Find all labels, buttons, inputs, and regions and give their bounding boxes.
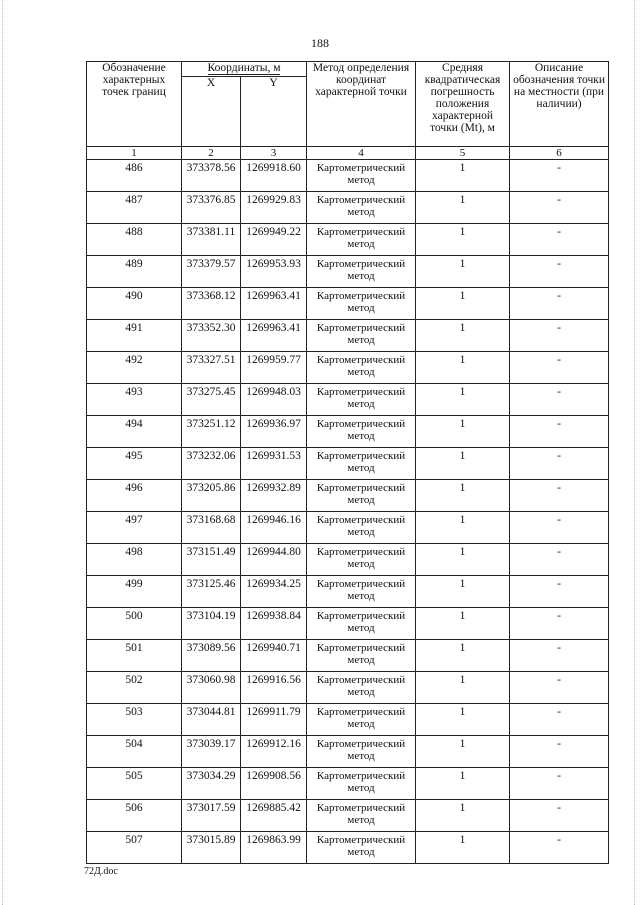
method-cell	[307, 512, 416, 544]
method-cell	[307, 224, 416, 256]
description-cell: -	[510, 832, 609, 864]
page-number: 188	[311, 36, 329, 50]
error-cell: 1	[416, 448, 510, 480]
error-cell: 1	[416, 640, 510, 672]
scan-edge-right	[634, 0, 635, 905]
y-coordinate-cell: 1269963.41	[241, 288, 307, 320]
point-cell: 490	[87, 288, 182, 320]
error-cell: 1	[416, 416, 510, 448]
method-cell	[307, 672, 416, 704]
table-row	[87, 320, 609, 352]
point-cell: 498	[87, 544, 182, 576]
error-cell: 1	[416, 384, 510, 416]
description-cell: -	[510, 192, 609, 224]
point-cell: 493	[87, 384, 182, 416]
header-description: Описание обозначения точки на местности (при наличии)	[510, 62, 609, 147]
method-cell	[307, 576, 416, 608]
description-cell: -	[510, 448, 609, 480]
x-coordinate-cell: 373368.12	[182, 288, 241, 320]
method-line-1: Картометрический	[316, 258, 406, 270]
header-row	[87, 62, 609, 77]
x-coordinate-cell: 373017.59	[182, 800, 241, 832]
error-cell: 1	[416, 608, 510, 640]
x-coordinate-cell: 373232.06	[182, 448, 241, 480]
y-coordinate-cell: 1269944.80	[241, 544, 307, 576]
column-number: 5	[416, 147, 510, 160]
scan-edge-left	[2, 0, 3, 905]
description-cell: -	[510, 480, 609, 512]
method-cell	[307, 320, 416, 352]
method-line-2: метод	[347, 270, 375, 282]
method-line-2: метод	[347, 302, 375, 314]
error-cell: 1	[416, 704, 510, 736]
method-line-2: метод	[347, 558, 375, 570]
description-cell: -	[510, 736, 609, 768]
point-cell: 502	[87, 672, 182, 704]
x-coordinate-cell: 373205.86	[182, 480, 241, 512]
method-line-1: Картометрический	[316, 738, 406, 750]
point-cell: 497	[87, 512, 182, 544]
method-line-2: метод	[347, 494, 375, 506]
table-row	[87, 256, 609, 288]
description-cell: -	[510, 544, 609, 576]
x-coordinate-cell: 373168.68	[182, 512, 241, 544]
x-coordinate-cell: 373275.45	[182, 384, 241, 416]
description-cell: -	[510, 256, 609, 288]
method-cell	[307, 160, 416, 192]
method-cell	[307, 416, 416, 448]
table-row	[87, 800, 609, 832]
y-coordinate-cell: 1269959.77	[241, 352, 307, 384]
table-body	[87, 160, 609, 864]
y-coordinate-cell: 1269936.97	[241, 416, 307, 448]
method-cell	[307, 480, 416, 512]
header-method: Метод определения координат характерной точки	[307, 62, 416, 147]
error-cell: 1	[416, 672, 510, 704]
point-cell: 491	[87, 320, 182, 352]
method-cell	[307, 288, 416, 320]
y-coordinate-cell: 1269963.41	[241, 320, 307, 352]
y-coordinate-cell: 1269885.42	[241, 800, 307, 832]
error-cell: 1	[416, 320, 510, 352]
method-cell	[307, 832, 416, 864]
table-row	[87, 416, 609, 448]
file-name-footer: 72Д.doc	[84, 866, 118, 877]
method-line-1: Картометрический	[316, 514, 406, 526]
error-cell: 1	[416, 160, 510, 192]
table-row	[87, 448, 609, 480]
method-cell	[307, 608, 416, 640]
table-row	[87, 704, 609, 736]
method-line-1: Картометрический	[316, 450, 406, 462]
x-coordinate-cell: 373125.46	[182, 576, 241, 608]
method-line-2: метод	[347, 334, 375, 346]
method-cell	[307, 544, 416, 576]
method-line-1: Картометрический	[316, 706, 406, 718]
x-coordinate-cell: 373044.81	[182, 704, 241, 736]
y-coordinate-cell: 1269911.79	[241, 704, 307, 736]
method-cell	[307, 448, 416, 480]
description-cell: -	[510, 672, 609, 704]
method-line-2: метод	[347, 718, 375, 730]
y-coordinate-cell: 1269948.03	[241, 384, 307, 416]
table-row	[87, 352, 609, 384]
y-coordinate-cell: 1269929.83	[241, 192, 307, 224]
header-coordinates	[182, 62, 307, 77]
method-line-2: метод	[347, 238, 375, 250]
table-row	[87, 160, 609, 192]
point-cell: 486	[87, 160, 182, 192]
x-coordinate-cell: 373381.11	[182, 224, 241, 256]
x-coordinate-cell: 373034.29	[182, 768, 241, 800]
table-row	[87, 576, 609, 608]
x-coordinate-cell: 373352.30	[182, 320, 241, 352]
method-line-1: Картометрический	[316, 642, 406, 654]
error-cell: 1	[416, 352, 510, 384]
point-cell: 492	[87, 352, 182, 384]
x-coordinate-cell: 373251.12	[182, 416, 241, 448]
point-cell: 504	[87, 736, 182, 768]
description-cell: -	[510, 288, 609, 320]
point-cell: 494	[87, 416, 182, 448]
method-line-2: метод	[347, 750, 375, 762]
method-line-1: Картометрический	[316, 546, 406, 558]
error-cell: 1	[416, 288, 510, 320]
method-line-1: Картометрический	[316, 354, 406, 366]
description-cell: -	[510, 800, 609, 832]
table-row	[87, 736, 609, 768]
table-row	[87, 384, 609, 416]
table-row	[87, 512, 609, 544]
column-number: 3	[241, 147, 307, 160]
error-cell: 1	[416, 256, 510, 288]
x-coordinate-cell: 373104.19	[182, 608, 241, 640]
point-cell: 489	[87, 256, 182, 288]
method-line-2: метод	[347, 174, 375, 186]
x-coordinate-cell: 373376.85	[182, 192, 241, 224]
error-cell: 1	[416, 800, 510, 832]
table-row	[87, 608, 609, 640]
method-cell	[307, 736, 416, 768]
method-line-1: Картометрический	[316, 418, 406, 430]
method-line-2: метод	[347, 654, 375, 666]
method-cell	[307, 352, 416, 384]
method-line-2: метод	[347, 398, 375, 410]
point-cell: 488	[87, 224, 182, 256]
x-coordinate-cell: 373039.17	[182, 736, 241, 768]
column-numbers-row	[87, 147, 609, 160]
y-coordinate-cell: 1269934.25	[241, 576, 307, 608]
description-cell: -	[510, 608, 609, 640]
method-line-1: Картометрический	[316, 610, 406, 622]
point-cell: 506	[87, 800, 182, 832]
method-line-1: Картометрический	[316, 578, 406, 590]
table-row	[87, 672, 609, 704]
point-cell: 500	[87, 608, 182, 640]
description-cell: -	[510, 352, 609, 384]
x-coordinate-cell: 373151.49	[182, 544, 241, 576]
point-cell: 496	[87, 480, 182, 512]
header-point: Обозначение характерных точек границ	[87, 62, 182, 147]
error-cell: 1	[416, 768, 510, 800]
coordinates-table	[86, 61, 609, 864]
column-number: 2	[182, 147, 241, 160]
method-line-2: метод	[347, 814, 375, 826]
error-cell: 1	[416, 736, 510, 768]
table-row	[87, 640, 609, 672]
description-cell: -	[510, 416, 609, 448]
x-coordinate-cell: 373378.56	[182, 160, 241, 192]
method-line-2: метод	[347, 366, 375, 378]
error-cell: 1	[416, 480, 510, 512]
error-cell: 1	[416, 512, 510, 544]
description-cell: -	[510, 640, 609, 672]
method-line-1: Картометрический	[316, 194, 406, 206]
y-coordinate-cell: 1269940.71	[241, 640, 307, 672]
y-coordinate-cell: 1269946.16	[241, 512, 307, 544]
x-coordinate-cell: 373327.51	[182, 352, 241, 384]
method-line-2: метод	[347, 622, 375, 634]
point-cell: 487	[87, 192, 182, 224]
point-cell: 499	[87, 576, 182, 608]
y-coordinate-cell: 1269863.99	[241, 832, 307, 864]
method-cell	[307, 768, 416, 800]
x-coordinate-cell: 373089.56	[182, 640, 241, 672]
method-line-1: Картометрический	[316, 482, 406, 494]
method-line-1: Картометрический	[316, 322, 406, 334]
description-cell: -	[510, 160, 609, 192]
column-number: 4	[307, 147, 416, 160]
x-coordinate-cell: 373015.89	[182, 832, 241, 864]
table-row	[87, 768, 609, 800]
y-coordinate-cell: 1269918.60	[241, 160, 307, 192]
table-row	[87, 288, 609, 320]
y-coordinate-cell: 1269932.89	[241, 480, 307, 512]
method-line-1: Картометрический	[316, 802, 406, 814]
description-cell: -	[510, 512, 609, 544]
point-cell: 505	[87, 768, 182, 800]
method-cell	[307, 640, 416, 672]
method-line-2: метод	[347, 430, 375, 442]
column-number: 6	[510, 147, 609, 160]
table-row	[87, 832, 609, 864]
method-cell	[307, 704, 416, 736]
point-cell: 501	[87, 640, 182, 672]
column-number: 1	[87, 147, 182, 160]
table-row	[87, 224, 609, 256]
header-coordinates-label: Координаты, м	[207, 62, 281, 74]
method-line-2: метод	[347, 590, 375, 602]
point-cell: 507	[87, 832, 182, 864]
error-cell: 1	[416, 576, 510, 608]
method-cell	[307, 256, 416, 288]
x-coordinate-cell: 373060.98	[182, 672, 241, 704]
description-cell: -	[510, 384, 609, 416]
error-cell: 1	[416, 544, 510, 576]
table-row	[87, 192, 609, 224]
y-coordinate-cell: 1269949.22	[241, 224, 307, 256]
description-cell: -	[510, 224, 609, 256]
description-cell: -	[510, 768, 609, 800]
y-coordinate-cell: 1269953.93	[241, 256, 307, 288]
method-cell	[307, 800, 416, 832]
y-coordinate-cell: 1269916.56	[241, 672, 307, 704]
error-cell: 1	[416, 832, 510, 864]
y-coordinate-cell: 1269938.84	[241, 608, 307, 640]
method-line-1: Картометрический	[316, 770, 406, 782]
method-line-2: метод	[347, 526, 375, 538]
method-line-2: метод	[347, 206, 375, 218]
y-coordinate-cell: 1269912.16	[241, 736, 307, 768]
method-line-2: метод	[347, 462, 375, 474]
y-coordinate-cell: 1269908.56	[241, 768, 307, 800]
error-cell: 1	[416, 224, 510, 256]
table-row	[87, 544, 609, 576]
point-cell: 503	[87, 704, 182, 736]
error-cell: 1	[416, 192, 510, 224]
description-cell: -	[510, 576, 609, 608]
description-cell: -	[510, 320, 609, 352]
method-line-2: метод	[347, 686, 375, 698]
method-cell	[307, 384, 416, 416]
y-coordinate-cell: 1269931.53	[241, 448, 307, 480]
table-row	[87, 480, 609, 512]
method-line-2: метод	[347, 782, 375, 794]
point-cell: 495	[87, 448, 182, 480]
method-line-1: Картометрический	[316, 162, 406, 174]
description-cell: -	[510, 704, 609, 736]
method-line-1: Картометрический	[316, 290, 406, 302]
method-cell	[307, 192, 416, 224]
header-error: Средняя квадратическая погрешность положения характерной точки (Mt), м	[416, 62, 510, 147]
method-line-2: метод	[347, 846, 375, 858]
method-line-1: Картометрический	[316, 386, 406, 398]
header-y: Y	[241, 77, 307, 147]
method-line-1: Картометрический	[316, 834, 406, 846]
header-x: X	[182, 77, 241, 147]
method-line-1: Картометрический	[316, 674, 406, 686]
method-line-1: Картометрический	[316, 226, 406, 238]
x-coordinate-cell: 373379.57	[182, 256, 241, 288]
